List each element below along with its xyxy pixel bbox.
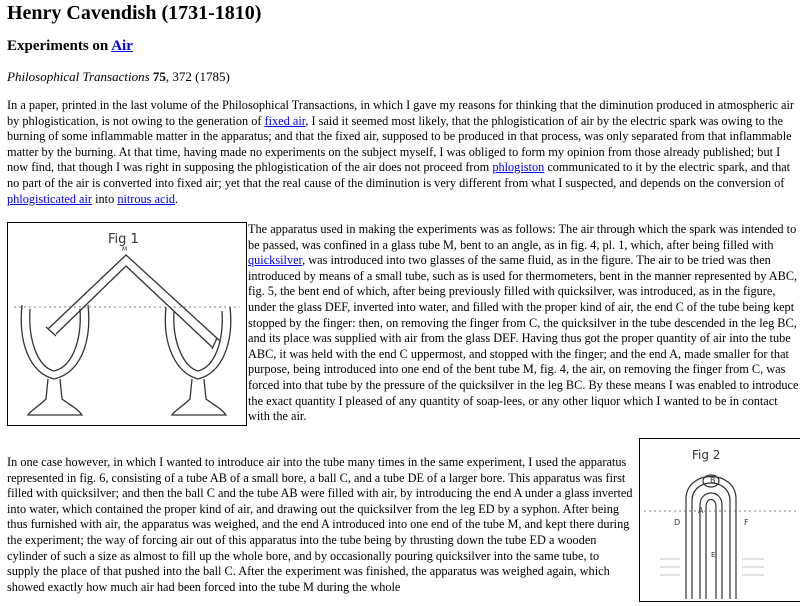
page-subtitle (7, 37, 133, 55)
fixed-air-link[interactable]: fixed air (264, 113, 306, 128)
phlogiston-link[interactable]: phlogiston (492, 160, 545, 175)
figure-1-mark: M (122, 246, 128, 253)
citation (7, 68, 230, 85)
journal-volume: 75 (152, 69, 166, 84)
para1-text-2: , I said it seemed most likely, that the phlogistication of air by the electric spark was owing to the burning of some inflammable matter in the apparatus; and that the fixed air, supposed to be produced in that process, was only separated from that inflammable matter by the burning. At that time, having made no experiments on the subject myself, I was obliged to form my opinion from those already published; but I now find, that though I was right in supposing the phlogistication of the air does not proceed from (7, 113, 792, 175)
paragraph-apparatus (248, 222, 800, 425)
paragraph-fig6: In one case however, in which I wanted to introduce air into the tube many times in the same experiment, I used the apparatus represented in fig. 6, consisting of a tube AB of a small bore, a ball C, and a tube DE of a larger bore. This apparatus was first filled with quicksilver; and then the ball C and the tube AB were filled with air, by introducing the end A under a glass inverted into water, which contained the proper kind of air, and drawing out the quicksilver from the leg ED by a syphon. After being thus furnished with air, the apparatus was weighed, and the end A introduced into one end of the tube M, and kept there during the experiment; the way of forcing air out of this apparatus into the tube being by thrusting down the tube ED a wooden cylinder of such a size as almost to fill up the whole bore, and by occasionally pouring quicksilver into the same tube, to supply the place of that pushed into the ball C. After the experiment was finished, the apparatus was weighed again, which showed exactly how much air had been forced into the tube M during the whole (7, 455, 633, 594)
para1-text-1: In a paper, printed in the last volume of the Philosophical Transactions, in which I gave my reasons for thinking that the diminution produced in atmospheric air by phlogistication, is not owing to the generation of (7, 98, 795, 128)
page-title: Henry Cavendish (1731-1810) (7, 2, 262, 24)
para2-text-2: , was introduced into two glasses of the same fluid, as in the figure. The air to be tried was then introduced by means of a small tube, such as is used for thermometers, bent in the manner represented by ABC, fig. 5, the bent end of which, after being previously filled with quicksilver, was introduced, as in the figure, under the glass DEF, inverted into water, and filled with the proper kind of air, the end C of the tube being kept stopped by the finger: then, on removing the finger from C, the quicksilver in the tube descended in the leg BC, and its place was supplied with air from the glass DEF. Having thus got the proper quantity of air into the tube ABC, it was held with the end C uppermost, and stopped with the finger; and the end A, made smaller for that purpose, being introduced into one end of the bent tube M, fig. 4, the air, on removing the finger from C, was forced into that tube by the pressure of the quicksilver in the leg BC. By these means I was enabled to introduce the exact quantity I pleased of any quantity of soap-lees, or any other liquor which I wanted to be in contact with the air. (248, 253, 799, 424)
phlogisticated-air-link[interactable]: phlogisticated air (7, 191, 93, 206)
subtitle-prefix: Experiments on (7, 38, 112, 54)
figure-1-illustration (7, 222, 247, 426)
figure-1-label: Fig 1 (108, 232, 139, 247)
figure-2-label-d: D (674, 518, 681, 527)
air-link[interactable]: Air (111, 38, 133, 54)
quicksilver-link[interactable]: quicksilver (248, 253, 303, 268)
figure-2-label-f: F (744, 518, 749, 527)
figure-2-label-e: E (711, 551, 716, 559)
para1-text-4: into (92, 191, 118, 206)
figure-2-drawing (640, 439, 800, 601)
journal-name: Philosophical Transactions (7, 69, 150, 84)
para1-text-5: . (175, 191, 179, 206)
para2-text-1: The apparatus used in making the experiments was as follows: The air through which the spark was intended to be passed, was confined in a glass tube M, bent to an angle, as in fig. 4, pl. 1, which, after being filled with (248, 222, 797, 252)
para1-text-3: communicated to it by the electric spark, and that no part of the air is converted into fixed air; yet that the real cause of the diminution is very different from what I suspected, and depends on the conversion of (7, 160, 791, 190)
figure-2-label: Fig 2 (692, 448, 721, 462)
figure-1-drawing (8, 223, 246, 425)
figure-2-label-b: B (710, 476, 716, 485)
paragraph-intro (7, 98, 798, 207)
citation-pages: , 372 (1785) (165, 69, 230, 84)
figure-2-illustration (639, 438, 800, 602)
nitrous-acid-link[interactable]: nitrous acid (117, 191, 176, 206)
figure-2-label-a: A (698, 506, 704, 515)
